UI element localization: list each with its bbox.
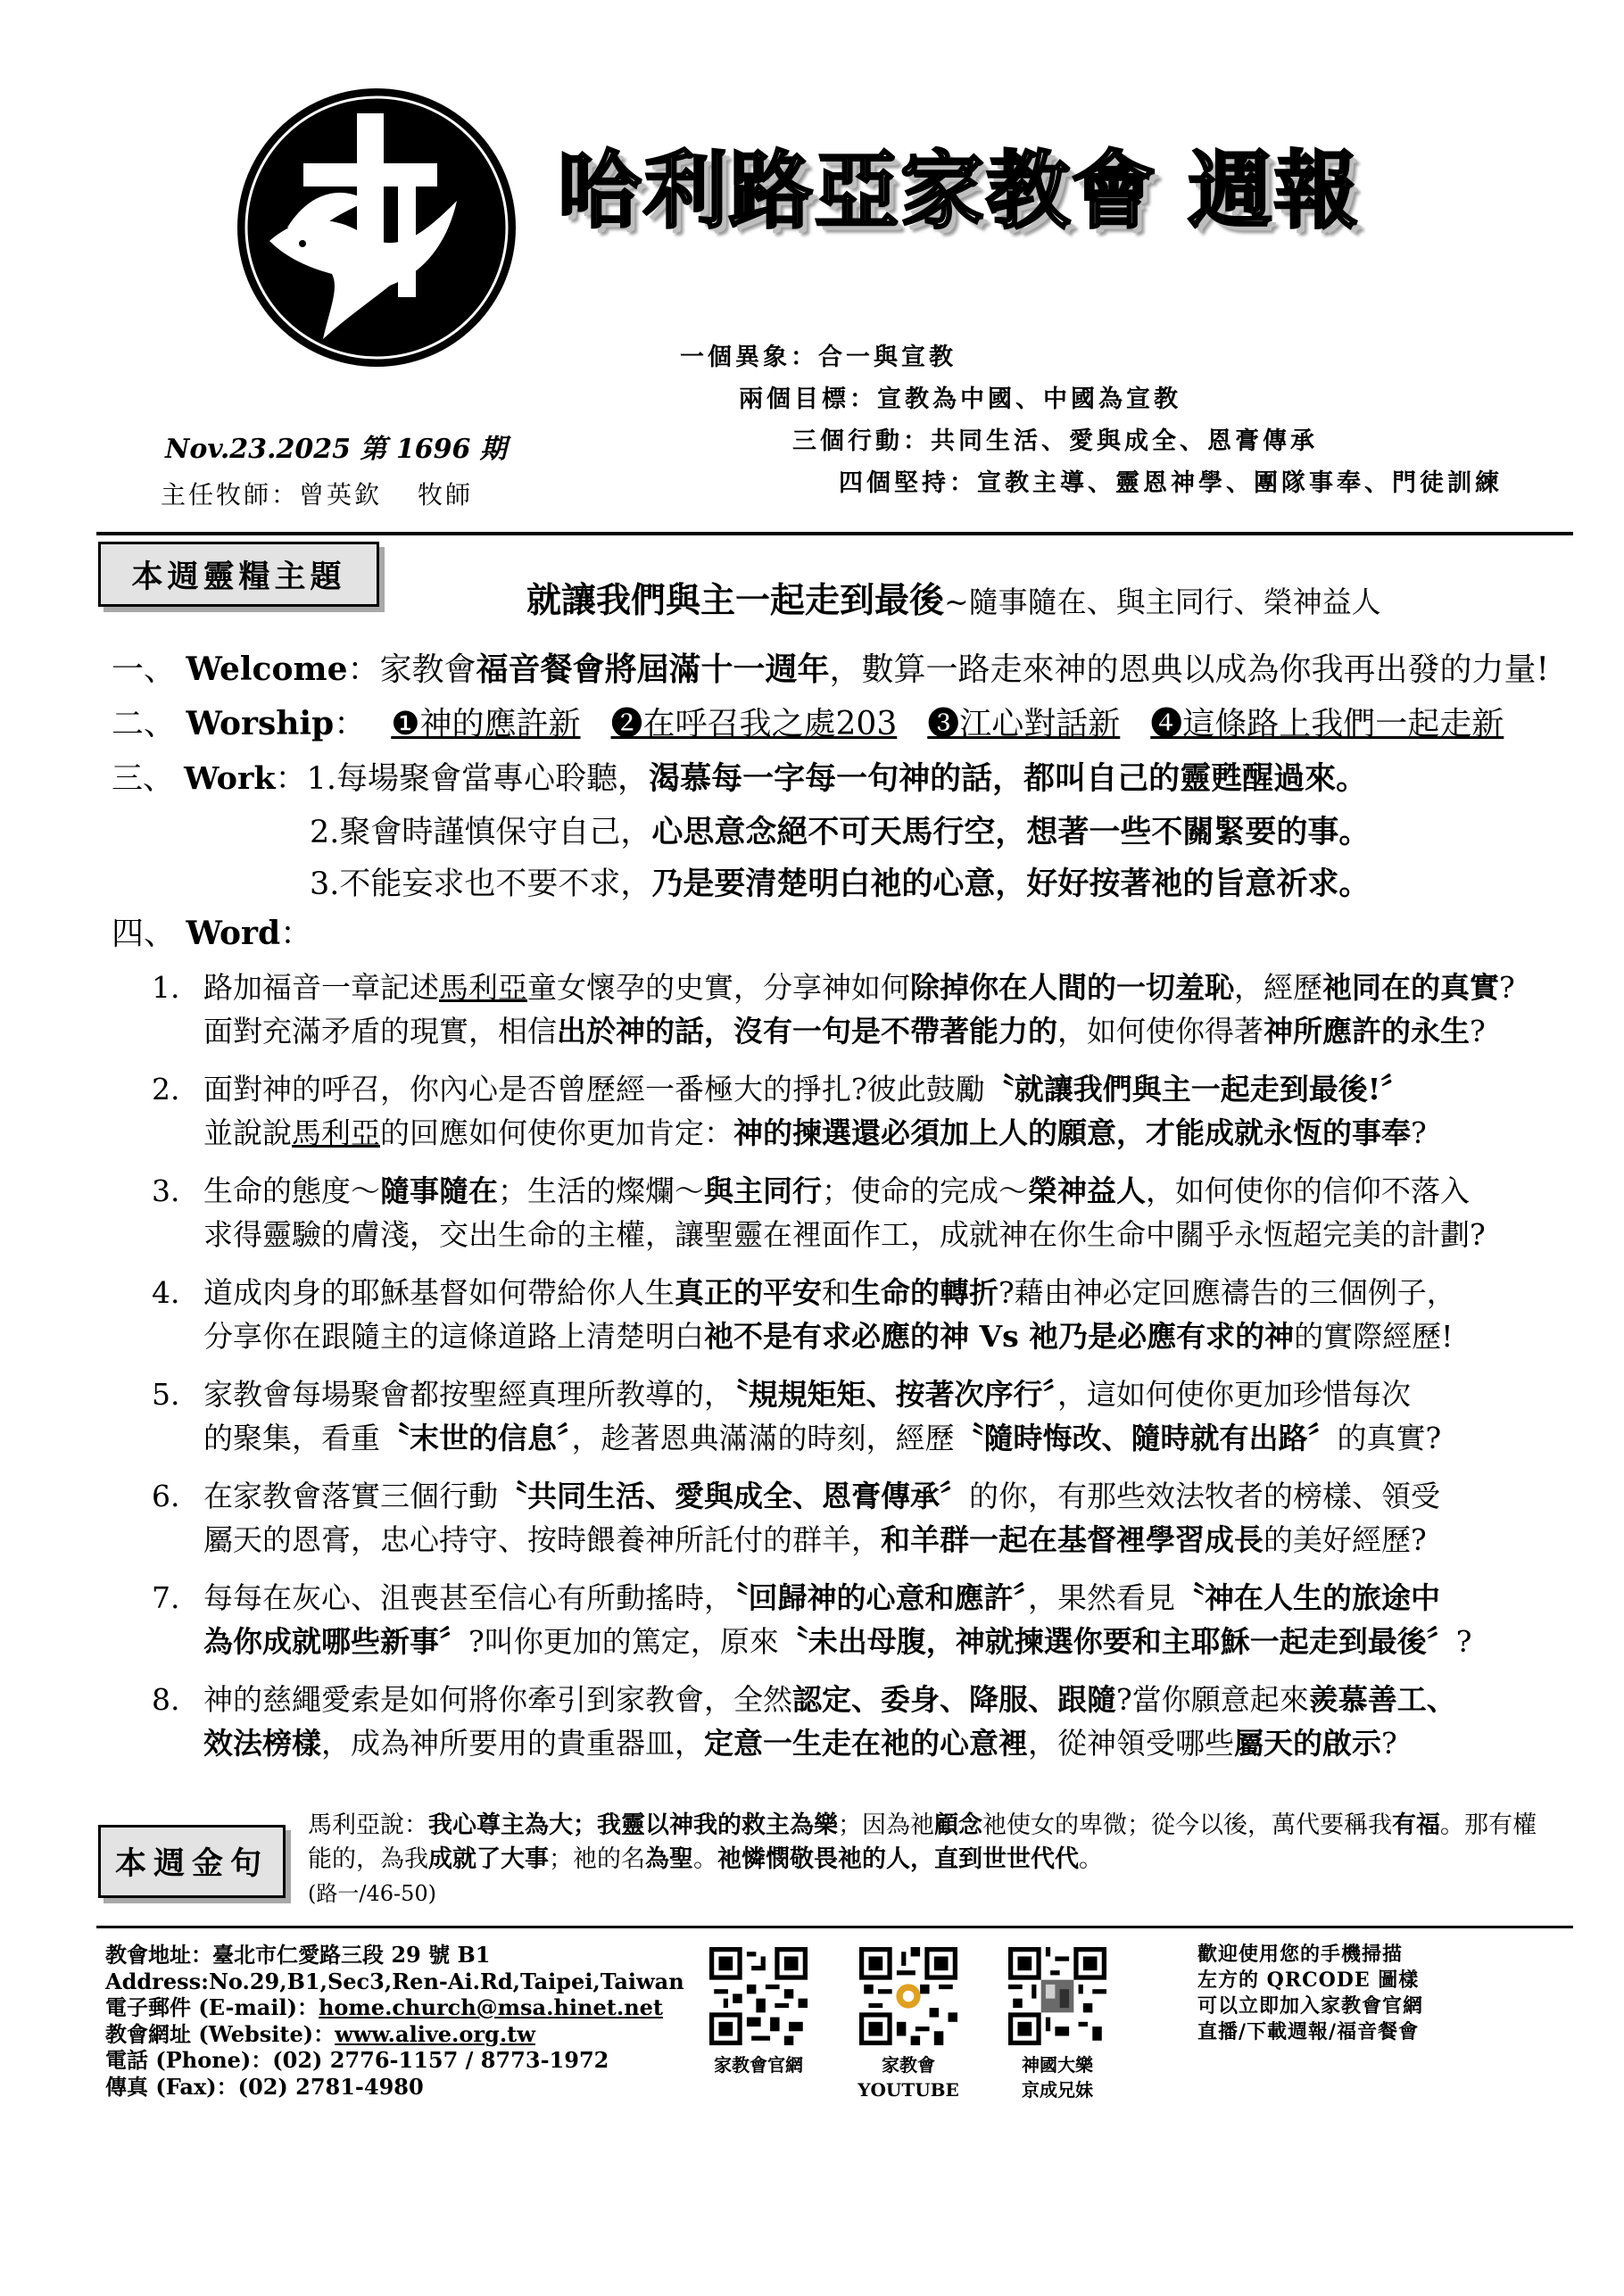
section-number: 二、 xyxy=(112,706,177,742)
qr-caption-website: 家教會官網 xyxy=(714,2054,803,2076)
qr-caption-youtube: 家教會 YOUTUBE xyxy=(858,2054,959,2101)
work-highlight: 心思意念絕不可天馬行空，想著一些不關緊要的事。 xyxy=(651,814,1371,850)
website-link[interactable]: www.alive.org.tw xyxy=(335,2020,535,2047)
pastor-title: 牧師 xyxy=(418,480,474,510)
section-number: 四、 xyxy=(112,916,177,952)
vision-line: 一個異象：合一與宣教 xyxy=(680,344,957,371)
qr-caption-music: 神國大樂 京成兄妹 xyxy=(1022,2054,1093,2101)
song-2: ❷在呼召我之處203 xyxy=(610,706,898,742)
worship-section xyxy=(112,699,1534,744)
contact-info xyxy=(105,1942,684,2100)
question-text: 神的慈繩愛索是如何將你牽引到家教會，全然認定、委身、降服、跟隨?當你願意起來羨慕善工、 效法榜樣，成為神所要用的貴重器皿，定意一生走在祂的心意裡，從神領受哪些屬天的啟示? xyxy=(203,1682,1456,1761)
goal-line: 兩個目標：宣教為中國、中國為宣教 xyxy=(739,385,1181,413)
question-number: 3. xyxy=(152,1173,180,1208)
theme-title xyxy=(526,573,1381,623)
question-item xyxy=(152,1372,1526,1460)
pastor-name: 主任牧師：曾英欽 xyxy=(161,480,383,510)
word-heading: Word xyxy=(186,915,281,952)
question-number: 7. xyxy=(152,1580,180,1615)
phone: 電話 (Phone)：(02) 2776-1157 / 8773-1972 xyxy=(105,2047,609,2073)
word-section xyxy=(112,908,312,954)
qr-code-youtube[interactable] xyxy=(859,1947,957,2045)
question-number: 5. xyxy=(152,1377,180,1412)
section-number: 三、 xyxy=(112,761,175,797)
worship-colon: ： xyxy=(334,706,367,742)
welcome-highlight: 福音餐會將屆滿十一週年 xyxy=(476,651,830,688)
song-3: ❸江心對話新 xyxy=(927,706,1121,742)
question-item xyxy=(152,1576,1526,1663)
work-heading: Work xyxy=(184,760,276,797)
action-line: 三個行動：共同生活、愛與成全、恩膏傳承 xyxy=(792,427,1318,455)
question-list xyxy=(152,966,1526,1779)
qr-code-website[interactable] xyxy=(709,1947,808,2045)
dove-cross-icon xyxy=(234,85,519,370)
senior-pastor xyxy=(161,476,473,511)
song-1: ❶神的應許新 xyxy=(391,706,581,742)
church-title: 哈利路亞家教會 週報 xyxy=(558,143,1360,240)
work-highlight: 渴慕每一字每一句神的話，都叫自己的靈甦醒過來。 xyxy=(649,760,1368,797)
email-row: 電子郵件 (E-mail)：home.church@msa.hinet.net xyxy=(105,1994,663,2020)
question-item xyxy=(152,1474,1526,1562)
theme-subtitle: ~隨事隨在、與主同行、榮神益人 xyxy=(944,584,1381,619)
church-logo xyxy=(234,85,519,370)
issue-date: Nov.23.2025 第 1696 期 xyxy=(165,434,507,465)
weekly-verse: 馬利亞說：我心尊主為大；我靈以神我的救主為樂；因為祂顧念祂使女的卑微；從今以後，萬代要稱我有福。那有權能的，為我成就了大事；祂的名為聖。祂憐憫敬畏祂的人，直到世世代代。 (路一/46-50) xyxy=(308,1811,1537,1906)
welcome-heading: Welcome xyxy=(186,651,348,688)
question-item xyxy=(152,1169,1526,1256)
question-number: 4. xyxy=(152,1275,180,1310)
work-line-2 xyxy=(310,808,1370,852)
fax: 傳真 (Fax)：(02) 2781-4980 xyxy=(105,2073,424,2100)
question-text: 道成肉身的耶穌基督如何帶給你人生真正的平安和生命的轉折?藉由神必定回應禱告的三個例子， 分享你在跟隨主的這條道路上清楚明白祂不是有求必應的神 Vs 祂乃是必應有求的神的實際經歷! xyxy=(203,1275,1456,1354)
website-row: 教會網址 (Website)：www.alive.org.tw xyxy=(105,2020,535,2047)
theme-main: 就讓我們與主一起走到最後 xyxy=(526,580,945,621)
question-text: 每每在灰心、沮喪甚至信心有所動搖時，〝回歸神的心意和應許〞，果然看見〝神在人生的旅途中 為你成就哪些新事〞?叫你更加的篤定，原來〝未出母腹，神就揀選你要和主耶穌一起走到最後〞? xyxy=(203,1580,1472,1659)
footer-divider xyxy=(96,1926,1573,1928)
question-text: 路加福音一章記述馬利亞童女懷孕的史實，分享神如何除掉你在人間的一切羞恥，經歷祂同在的真實? 面對充滿矛盾的現實，相信出於神的話，沒有一句是不帶著能力的，如何使你得著神所應許的永生? xyxy=(203,970,1515,1049)
question-item xyxy=(152,1271,1526,1358)
question-number: 1. xyxy=(152,970,180,1005)
question-item xyxy=(152,1067,1526,1155)
header-divider xyxy=(96,532,1573,535)
welcome-text-end: ，數算一路走來神的恩典以成為你我再出發的力量! xyxy=(829,651,1549,688)
question-number: 8. xyxy=(152,1682,180,1717)
question-text: 面對神的呼召，你內心是否曾歷經一番極大的掙扎?彼此鼓勵〝就讓我們與主一起走到最後!〞 並說說馬利亞的回應如何使你更加肯定：神的揀選還必須加上人的願意，才能成就永恆的事奉? xyxy=(203,1072,1427,1150)
question-text: 生命的態度～隨事隨在；生活的燦爛～與主同行；使命的完成～榮神益人，如何使你的信仰不落入 求得靈驗的膚淺，交出生命的主權，讓聖靈在裡面作工，成就神在你生命中關乎永恆超完美的計劃? xyxy=(203,1173,1486,1252)
work-text: 3.不能妄求也不要不求， xyxy=(310,866,652,902)
scan-instructions: 歡迎使用您的手機掃描 左方的 QRCODE 圖樣 可以立即加入家教會官網 直播/下載週報/福音餐會 xyxy=(1197,1943,1424,2043)
verse-reference: (路一/46-50) xyxy=(308,1881,436,1906)
welcome-section xyxy=(112,644,1549,690)
section-number: 一、 xyxy=(112,651,177,688)
persistence-line: 四個堅持：宣教主導、靈恩神學、團隊事奉、門徒訓練 xyxy=(839,469,1503,497)
welcome-text: ：家教會 xyxy=(347,651,476,688)
question-number: 6. xyxy=(152,1479,180,1513)
email-link[interactable]: home.church@msa.hinet.net xyxy=(318,1994,663,2020)
question-number: 2. xyxy=(152,1072,180,1107)
work-line-1 xyxy=(112,754,1367,799)
address-zh: 教會地址：臺北市仁愛路三段 29 號 B1 xyxy=(105,1942,491,1968)
work-text: 2.聚會時謹慎保守自己， xyxy=(310,815,652,850)
qr-code-music[interactable] xyxy=(1008,1947,1106,2045)
word-colon: ： xyxy=(280,916,313,952)
theme-label: 本週靈糧主題 xyxy=(98,542,379,607)
song-4: ❹這條路上我們一起走新 xyxy=(1150,706,1504,742)
address-en: Address:No.29,B1,Sec3,Ren-Ai.Rd,Taipei,Taiwan xyxy=(105,1968,684,1994)
question-item xyxy=(152,966,1526,1053)
question-item xyxy=(152,1678,1526,1765)
work-text: ：1.每場聚會當專心聆聽， xyxy=(275,761,650,797)
question-text: 在家教會落實三個行動〝共同生活、愛與成全、恩膏傳承〞的你，有那些效法牧者的榜樣、領受 屬天的恩膏，忠心持守、按時餵養神所託付的群羊，和羊群一起在基督裡學習成長的美好經歷? xyxy=(203,1479,1440,1557)
verse-label: 本週金句 xyxy=(98,1825,286,1898)
work-highlight: 乃是要清楚明白祂的心意，好好按著祂的旨意祈求。 xyxy=(651,866,1371,902)
question-text: 家教會每場聚會都按聖經真理所教導的，〝規規矩矩、按著次序行〞，這如何使你更加珍惜每次 的聚集，看重〝末世的信息〞，趁著恩典滿滿的時刻，經歷〝隨時悔改、隨時就有出路〞的真實? xyxy=(203,1377,1442,1455)
worship-heading: Worship xyxy=(186,705,335,742)
work-line-3 xyxy=(310,859,1370,904)
